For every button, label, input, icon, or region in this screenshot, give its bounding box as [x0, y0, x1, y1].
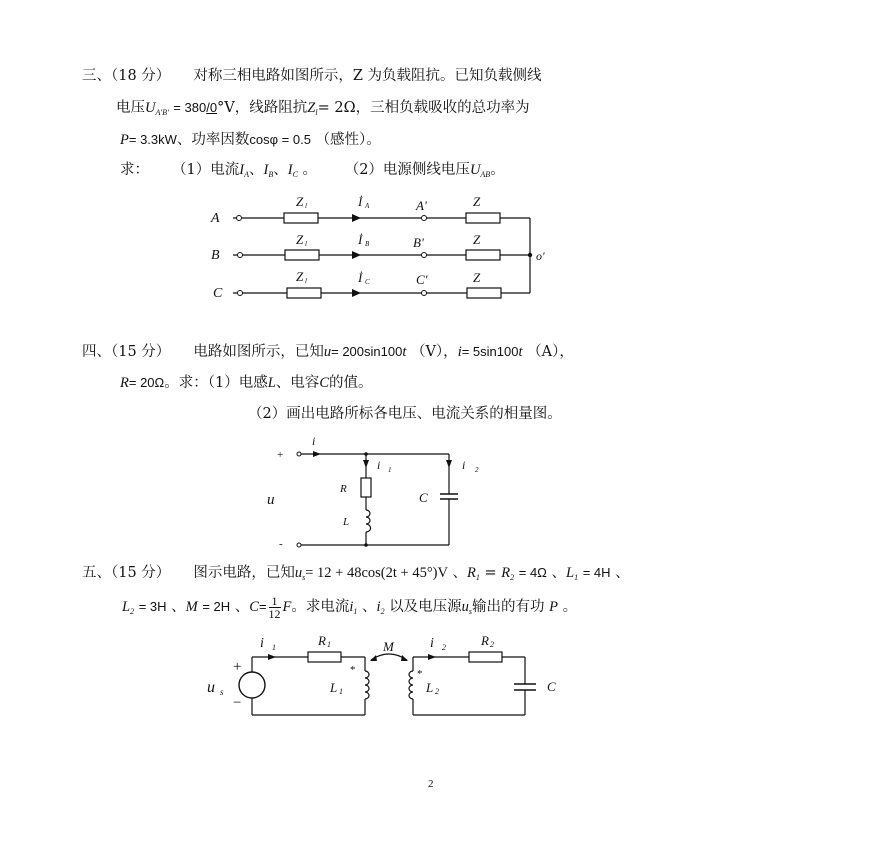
label-i2-sub: 2	[442, 643, 446, 652]
label-zl-c-sub: l	[305, 277, 307, 285]
q3-end: 。	[490, 162, 505, 178]
label-ia: İ	[358, 194, 363, 209]
q3-var-zl: Z	[307, 100, 316, 116]
q4-text: 、电容	[275, 375, 320, 391]
q5-eq: =	[484, 565, 497, 581]
q5-us-eq: = 12 + 48cos(2t + 45°)V	[305, 565, 448, 581]
label-b-prime: B'	[413, 235, 424, 250]
q5-var-c: C	[249, 599, 259, 615]
inductor-l2-icon	[409, 671, 413, 699]
q3-var-ib: I	[263, 162, 269, 178]
arrow-i2-icon	[428, 654, 436, 660]
label-minus: −	[233, 695, 242, 711]
q4-ask2: （2）画出电路所标各电压、电流关系的相量图。	[248, 406, 562, 422]
q5-c-den: 12	[268, 606, 281, 621]
label-ia-sub: A	[365, 202, 370, 210]
q5-sub: 2	[510, 573, 515, 582]
label-r: R	[340, 483, 347, 495]
q3-text: = 2Ω，三相负载吸收的总功率为	[317, 100, 530, 116]
label-us: u	[207, 679, 215, 696]
q3-sub: A	[244, 170, 250, 179]
q5-sep: 、	[452, 565, 468, 581]
q5-var-i1: i	[349, 599, 354, 615]
q4-header: 四、（15 分）	[82, 344, 171, 360]
q4-var-t: t	[518, 344, 523, 360]
label-c: C	[213, 286, 223, 301]
q3-sub: l	[315, 108, 318, 117]
label-l: L	[343, 516, 350, 528]
label-us-sub: s	[220, 687, 224, 697]
label-u: u	[267, 492, 275, 508]
q4-text: （A），	[527, 344, 574, 360]
label-i: i	[312, 434, 316, 448]
label-plus: +	[277, 449, 284, 461]
q5-sub: 1	[475, 573, 480, 582]
label-neutral: o'	[536, 249, 545, 263]
q5-sep: 、	[362, 599, 377, 615]
label-l2-sub: 2	[435, 687, 439, 696]
q3-angle: /0	[206, 100, 218, 115]
dot-l2: *	[417, 668, 423, 680]
label-l1: L	[330, 680, 338, 695]
label-i1-sub: 1	[388, 466, 392, 474]
label-zl-b: Z	[296, 232, 304, 247]
q4-var-i: i	[457, 344, 462, 360]
q5-sep: 、	[551, 565, 567, 581]
q5-end: 。	[562, 599, 578, 615]
label-ic: İ	[358, 270, 363, 285]
q3-sep: 、	[249, 162, 264, 178]
label-r2-sub: 2	[490, 640, 494, 649]
q3-header: 三、（18 分）	[82, 68, 171, 84]
q4-text: （V），	[410, 344, 458, 360]
q5-var-us: u	[461, 599, 469, 615]
q5-var-i2: i	[376, 599, 381, 615]
label-plus: +	[233, 659, 242, 675]
q5-sep: 、	[615, 565, 630, 581]
q4-var-c: C	[319, 375, 329, 391]
q5-var-p: P	[549, 599, 559, 615]
q3-pf: cosφ = 0.5	[249, 132, 311, 147]
inductor-l1-icon	[365, 671, 369, 699]
q3-voltage: = 380	[173, 100, 207, 115]
q5-sub: s	[468, 607, 473, 616]
resistor-r1	[308, 652, 341, 662]
label-zl-a-sub: l	[305, 202, 307, 210]
q5-text: 输出的有功	[472, 599, 545, 615]
q5-var-r1: R	[467, 565, 476, 581]
label-i2: i	[430, 636, 434, 651]
label-z-b: Z	[473, 232, 481, 247]
q5-sub: 1	[353, 607, 358, 616]
q4-text: 的值。	[328, 375, 373, 391]
q5-var-m: M	[185, 599, 198, 615]
label-ib: İ	[358, 232, 363, 247]
q5-var-l2: L	[122, 599, 131, 615]
q3-text: 、功率因数	[176, 132, 250, 148]
coupling-arrow-left-icon	[370, 655, 377, 661]
q5-c-num: 1	[269, 595, 281, 608]
label-m: M	[383, 639, 394, 654]
label-l2: L	[426, 680, 434, 695]
q5-l1-val: = 4H	[582, 565, 611, 580]
q4-u-eq: = 200sin100	[331, 344, 403, 359]
q3-power: = 3.3kW	[128, 132, 177, 147]
q5-r-val: = 4Ω	[518, 565, 547, 580]
label-c-prime: C'	[416, 272, 428, 287]
q3-var-uab: U	[469, 162, 481, 178]
label-i1-sub: 1	[272, 643, 276, 652]
label-minus: -	[279, 538, 283, 550]
label-a: A	[211, 211, 220, 226]
q5-sub: 1	[574, 573, 579, 582]
q3-sub: AB	[480, 170, 491, 179]
dot-l1: *	[350, 664, 356, 676]
q3-sep: 、	[273, 162, 288, 178]
q5-l2-val: = 3H	[138, 599, 167, 614]
label-zl-b-sub: l	[305, 240, 307, 248]
q5-var-us: u	[294, 565, 303, 581]
q4-i-eq: = 5sin100	[461, 344, 519, 359]
q4-var-t: t	[402, 344, 407, 360]
q5-sep: 、	[234, 599, 250, 615]
q5-eq: =	[258, 599, 267, 614]
q5-c-unit: F	[282, 599, 292, 615]
label-ib-sub: B	[365, 240, 370, 248]
q4-r-eq: = 20Ω	[128, 375, 165, 390]
q5-sep: 、	[171, 599, 186, 615]
label-zl-c: Z	[296, 269, 304, 284]
q4-var-l: L	[267, 375, 276, 391]
q3-var-p: P	[120, 132, 129, 148]
q4-var-r: R	[120, 375, 129, 391]
q5-m-val: = 2H	[202, 599, 231, 614]
q4-var-u: u	[323, 344, 332, 360]
q3-var-ic: I	[287, 162, 293, 178]
label-r1: R	[318, 633, 326, 648]
q3-ask1: （1）电流	[172, 162, 240, 178]
label-r2: R	[481, 633, 489, 648]
label-i1: i	[377, 458, 381, 472]
q5-sub: s	[302, 573, 306, 582]
label-z-c: Z	[473, 270, 481, 285]
q3-text: （感性）。	[315, 132, 381, 148]
q4-intro: 电路如图所示，已知	[193, 344, 324, 360]
q3-ask2: （2）电源侧线电压	[344, 162, 470, 178]
q5-var-r2: R	[501, 565, 511, 581]
q5-sub: 2	[130, 607, 135, 616]
q5-var-l1: L	[566, 565, 575, 581]
q3-intro: 对称三相电路如图所示，Z 为负载阻抗。已知负载侧线	[193, 68, 542, 84]
q3-var-ia: I	[239, 162, 245, 178]
label-a-prime: A'	[416, 198, 427, 213]
label-i2-sub: 2	[475, 466, 479, 474]
q3-text: °V，线路阻抗	[217, 100, 308, 116]
label-zl-a: Z	[296, 194, 304, 209]
q3-end: 。	[302, 162, 318, 178]
label-i2: i	[462, 458, 466, 472]
page-number: 2	[428, 778, 434, 790]
q5-ask: 。求电流	[291, 599, 350, 615]
q5-sub: 2	[380, 607, 385, 616]
q3-ask: 求：	[120, 162, 149, 178]
q5-header: 五、（15 分）	[82, 565, 171, 581]
label-r1-sub: 1	[327, 640, 331, 649]
label-b: B	[211, 248, 220, 263]
q3-sub: C	[292, 170, 298, 179]
label-l1-sub: 1	[339, 687, 343, 696]
q3-text: 电压	[116, 100, 145, 116]
voltage-source-icon	[239, 672, 265, 698]
label-i1: i	[260, 636, 264, 651]
q3-sub: B	[268, 170, 274, 179]
arrow-i1-icon	[268, 654, 276, 660]
q3-var-u: U	[145, 100, 156, 116]
q5-text: 以及电压源	[389, 599, 462, 615]
resistor-r2	[469, 652, 502, 662]
q5-intro: 图示电路，已知	[193, 565, 295, 581]
q4-ask: 。求：（1）电感	[164, 375, 268, 391]
q3-sub: A'B'	[155, 108, 169, 117]
label-c: C	[547, 679, 556, 694]
label-ic-sub: C	[365, 278, 370, 286]
label-z-a: Z	[473, 194, 481, 209]
label-c: C	[419, 490, 428, 505]
coupling-arrow-right-icon	[401, 655, 408, 661]
